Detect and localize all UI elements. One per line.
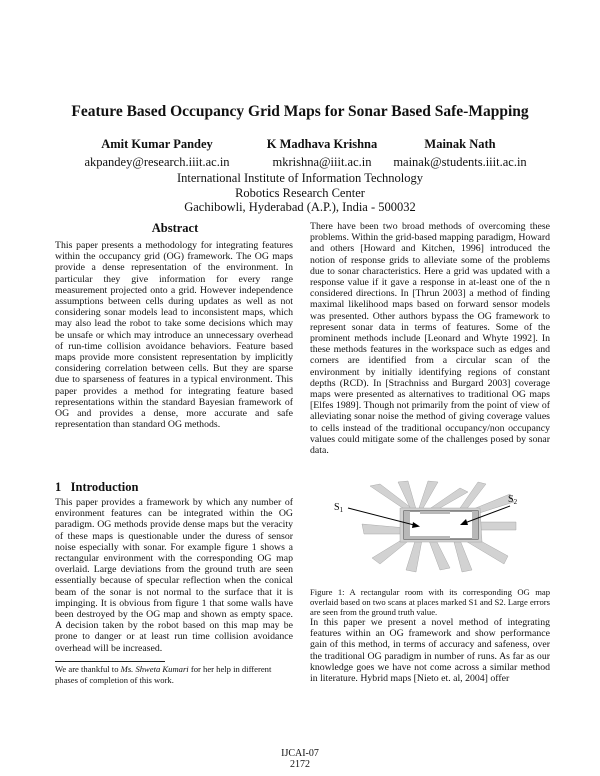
section-title: Introduction	[70, 480, 139, 494]
affiliation-line: International Institute of Information Technology	[176, 171, 424, 185]
author-email: mainak@students.iiit.ac.in	[393, 155, 527, 169]
author-email: akpandey@research.iiit.ac.in	[84, 155, 230, 169]
affiliation-line: Robotics Research Center	[235, 185, 365, 200]
abstract-heading: Abstract	[151, 221, 199, 235]
label-s2: $S_2$	[508, 494, 518, 506]
section-number: 1	[55, 480, 62, 494]
affiliation	[0, 171, 600, 215]
paper-title: Feature Based Occupancy Grid Maps for Sonar Based Safe-Mapping	[71, 103, 529, 120]
body-paragraph: There have been two broad methods of overcoming these problems. Within the grid-based mapping paradigm, Howard and others [Howard and Kitchen, 1996] introduced the notion of response grids to alleviate some of the problems due to sonar characteristics. Here a grid was updated with a response value if it gave a response in at-least one of the n considered directions. In [Thrun 2003] a method of finding maximal likelihood maps based on forward sensor models was presented. Other authors bypass the OG framework to represent sonar data in terms of features. Some of the prominent methods include [Leonard and Whyte 1992]. In these methods features in the workspace such as edges and corners are identified from a circular scan of the environment by initially identifying regions of constant depths (RCD). In [Strachniss and Burgard 2003] coverage maps were presented as alternatives to traditional OG maps [Elfes 1989]. Though not primarily from the point of view of alleviating sonar noise the method of giving coverage values to cells instead of the traditional occupancy/non occupancy values could mitigate some of the challenges posed by sonar data.	[310, 221, 550, 457]
author-name: Amit Kumar Pandey	[101, 137, 213, 151]
body-paragraph: In this paper we present a novel method of integrating features within an OG framework and show performance gain of this method, in terms of accuracy and safeness, over the traditional OG paradigm in number of runs. As far as our knowledge goes we have not come across a similar method in literature. Hybrid maps [Nieto et. al, 2004] offer	[310, 617, 550, 685]
author-name: K Madhava Krishna	[266, 137, 378, 151]
figure-1	[310, 478, 550, 574]
affiliation-line: Gachibowli, Hyderabad (A.P.), India - 500032	[184, 200, 416, 214]
footnote-text: for her help in different phases of completion of this work.	[55, 664, 272, 685]
section-heading	[55, 480, 138, 495]
author-email: mkrishna@iiit.ac.in	[272, 155, 372, 169]
page-number: 2172	[290, 759, 310, 770]
abstract-text: This paper presents a methodology for integrating features within the occupancy grid (OG) framework. The OG maps provide a dense representation of the environment. In particular they give information for every range measurement projected onto a grid. However independence assumptions between cells during updates as well as not considering sonar models lead to inconsistent maps, which may also lead the robot to take some decisions which may be unsafe or which may introduce an unnecessary overhead of run-time collision avoidance behaviors. Feature based maps provide more consistent representation by implicitly considering correlation between cells. But they are sparse due to sparseness of features in a typical environment. This paper provides a method for integrating feature based representations within the standard Bayesian framework of OG and provides a dense, more accurate and safe representation than standard OG methods.	[55, 240, 293, 431]
figure-caption: Figure 1: A rectangular room with its corresponding OG map overlaid based on two scans at places marked S1 and S2. Large errors are seen from the ground truth value.	[310, 586, 550, 618]
label-s1: $S_1$	[334, 502, 344, 514]
page-footer	[0, 748, 600, 770]
footnote	[55, 664, 293, 685]
footnote-rule	[55, 661, 165, 662]
conference-label: IJCAI-07	[281, 748, 319, 759]
footnote-text: We are thankful to	[55, 664, 121, 674]
footnote-name: Ms. Shweta Kumari	[120, 664, 189, 674]
intro-text: This paper provides a framework by which any number of environment features can be integrated within the OG paradigm. OG methods provide dense maps but the veracity of these maps is questionable under the duress of sensor noise especially with sonar. For example figure 1 shows a rectangular environment with the corresponding OG map overlaid. Large deviations from the ground truth are seen essentially because of specular reflection when the conical beam of the sonar is not normal to the surface that it is impinging. It is obvious from figure 1 that some walls have been destroyed by the OG map and shown as empty space. A decision taken by the robot based on this map may be prone to danger or at least run time collision avoidance overhead will be increased.	[55, 497, 293, 654]
author-3	[360, 137, 560, 170]
author-name: Mainak Nath	[424, 137, 496, 151]
